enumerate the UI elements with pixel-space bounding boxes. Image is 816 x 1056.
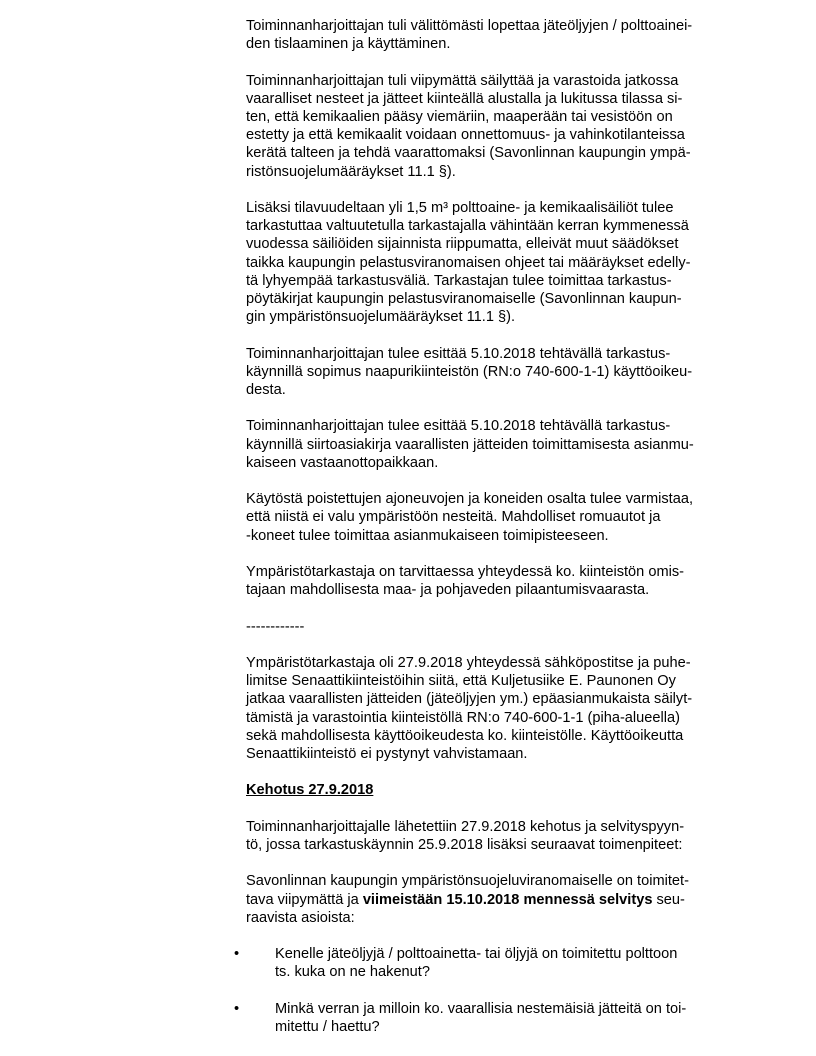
paragraph-line: tarkastuttaa valtuutetulla tarkastajalla vähintään kerran kymmenessä (246, 218, 689, 235)
paragraph-line: -koneet tulee toimittaa asianmukaiseen toimipisteeseen. (246, 527, 609, 544)
list-item (234, 1000, 746, 1036)
paragraph-line: pöytäkirjat kaupungin pelastusviranomaiselle (Savonlinnan kaupun- (246, 291, 682, 308)
paragraph-line: Ympäristötarkastaja oli 27.9.2018 yhteydessä sähköpostitse ja puhe- (246, 654, 691, 671)
paragraph-line: den tislaaminen ja käyttäminen. (246, 36, 451, 53)
paragraph-6 (246, 490, 746, 545)
request-text-post: seu- (652, 891, 685, 908)
paragraph-line: taikka kaupungin pelastusviranomaisen ohjeet tai määräykset edelly- (246, 254, 691, 271)
paragraph-line: Toiminnanharjoittajalle lähetettiin 27.9.2018 kehotus ja selvityspyyn- (246, 818, 685, 835)
paragraph-line: käynnillä sopimus naapurikiinteistön (RN:o 740-600-1-1) käyttöoikeu- (246, 363, 693, 380)
paragraph-2 (246, 72, 746, 181)
paragraph-line: että niistä ei valu ympäristöön nesteitä. Mahdolliset romuautot ja (246, 509, 661, 526)
bullet-icon: • (234, 946, 240, 963)
paragraph-7 (246, 563, 746, 599)
list-item (234, 945, 746, 981)
paragraph-line: ten, että kemikaalien pääsy viemäriin, maaperään tai vesistöön on (246, 109, 673, 125)
paragraph-line: gin ympäristönsuojelumääräykset 11.1 §). (246, 309, 516, 326)
paragraph-5 (246, 417, 746, 472)
document-body (234, 17, 746, 1054)
paragraph-line: Senaattikiinteistö ei pystynyt vahvistamaan. (246, 746, 528, 762)
paragraph-line: estetty ja että kemikaalit voidaan onnettomuus- ja vahinkotilanteissa (246, 127, 685, 144)
separator-text: ------------ (246, 618, 305, 635)
paragraph-line: vaaralliset nesteet ja jätteet kiinteällä alustalla ja lukitussa tilassa si- (246, 90, 683, 107)
list-item-text (246, 945, 746, 981)
list-item-line: mitettu / haettu? (275, 1018, 380, 1035)
paragraph-line: Lisäksi tilavuudeltaan yli 1,5 m³ polttoaine- ja kemikaalisäiliöt tulee (246, 200, 674, 216)
request-paragraph (246, 872, 746, 927)
list-item-text (246, 1000, 746, 1036)
section-heading: Kehotus 27.9.2018 (246, 782, 374, 799)
paragraph-line: limitse Senaattikiinteistöihin siitä, että Kuljetusiike E. Paunonen Oy (246, 673, 676, 690)
paragraph-3 (246, 199, 746, 326)
paragraph-line-mixed (246, 891, 746, 909)
paragraph-after-heading (246, 818, 746, 854)
paragraph-line: Toiminnanharjoittajan tuli viipymättä säilyttää ja varastoida jatkossa (246, 72, 679, 89)
paragraph-line: raavista asioista: (246, 909, 355, 926)
paragraph-line: desta. (246, 382, 286, 399)
question-list (234, 945, 746, 1036)
paragraph-line: kaiseen vastaanottopaikkaan. (246, 454, 439, 471)
paragraph-line: vuodessa säiliöiden sijainnista riippumatta, elleivät muut säädökset (246, 236, 679, 253)
paragraph-line: käynnillä siirtoasiakirja vaarallisten jätteiden toimittamisesta asianmu- (246, 436, 694, 453)
paragraph-line: Savonlinnan kaupungin ympäristönsuojeluviranomaiselle on toimitet- (246, 873, 689, 890)
paragraph-line: jatkaa vaarallisten jätteiden (jäteöljyjen ym.) epäasianmukaista säilyt- (246, 691, 693, 708)
paragraph-8 (246, 654, 746, 763)
paragraph-line: tä lyhyempää tarkastusväliä. Tarkastajan tulee toimittaa tarkastus- (246, 272, 672, 289)
deadline-bold-text: viimeistään 15.10.2018 mennessä selvitys (362, 891, 653, 908)
paragraph-line: Toiminnanharjoittajan tulee esittää 5.10.2018 tehtävällä tarkastus- (246, 345, 671, 362)
paragraph-line: kerätä talteen ja tehdä vaarattomaksi (Savonlinnan kaupungin ympä- (246, 145, 691, 162)
list-item-line: Kenelle jäteöljyjä / polttoainetta- tai öljyjä on toimitettu polttoon (275, 946, 678, 963)
paragraph-4 (246, 345, 746, 400)
list-item-line: ts. kuka on ne hakenut? (275, 964, 430, 981)
paragraph-line: tajaan mahdollisesta maa- ja pohjaveden pilaantumisvaarasta. (246, 582, 650, 599)
list-item-line: Minkä verran ja milloin ko. vaarallisia nestemäisiä jätteitä on toi- (275, 1000, 687, 1017)
paragraph-line: tämistä ja varastointia kiinteistöllä RN:o 740-600-1-1 (piha-alueella) (246, 709, 680, 726)
paragraph-line: Toiminnanharjoittajan tulee esittää 5.10.2018 tehtävällä tarkastus- (246, 418, 671, 435)
paragraph-line: Toiminnanharjoittajan tuli välittömästi lopettaa jäteöljyjen / polttoainei- (246, 18, 693, 34)
paragraph-1 (246, 17, 746, 53)
request-text-pre: tava viipymättä ja (246, 891, 363, 908)
separator-line (246, 618, 746, 636)
bullet-icon: • (234, 1000, 240, 1017)
paragraph-line: sekä mahdollisesta käyttöoikeudesta ko. kiinteistölle. Käyttöoikeutta (246, 727, 684, 744)
paragraph-line: ristönsuojelumääräykset 11.1 §). (246, 163, 456, 180)
paragraph-line: Ympäristötarkastaja on tarvittaessa yhteydessä ko. kiinteistön omis- (246, 564, 685, 580)
paragraph-line: Käytöstä poistettujen ajoneuvojen ja koneiden osalta tulee varmistaa, (246, 491, 694, 508)
paragraph-line: tö, jossa tarkastuskäynnin 25.9.2018 lisäksi seuraavat toimenpiteet: (246, 836, 683, 853)
